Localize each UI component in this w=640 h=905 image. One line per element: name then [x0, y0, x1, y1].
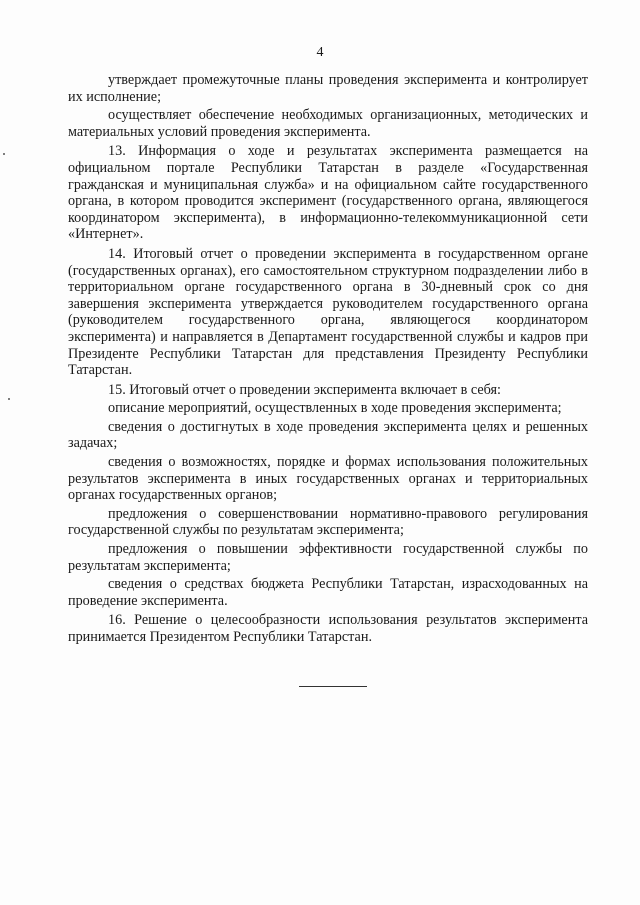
paragraph-15-report-contents: 15. Итоговый отчет о проведении эксперимента включает в себя:	[108, 381, 501, 398]
list-item-regulation-proposals: предложения о совершенствовании нормативно-правового регулирования государственной службы по результатам эксперимента;	[68, 505, 588, 539]
scan-speck	[3, 153, 5, 155]
list-item-budget: сведения о средствах бюджета Республики Татарстан, израсходованных на проведение эксперимента.	[68, 576, 588, 609]
document-body	[68, 72, 588, 646]
list-item-goals: сведения о достигнутых в ходе проведения эксперимента целях и решенных задачах;	[68, 418, 588, 452]
paragraph-13-publication: 13. Информация о ходе и результатах эксперимента размещается на официальном портале Республики Татарстан в разделе «Государственная гражданская и муниципальная служба» и на официальном сайте государственного органа, в котором проводится эксперимент (государственного органа, являющегося координатором эксперимента), в информационно-телекоммуникационной сети «Интернет».	[68, 143, 588, 243]
list-item-efficiency-proposals: предложения о повышении эффективности государственной службы по результатам эксперимента;	[68, 541, 588, 574]
list-item-activities: описание мероприятий, осуществленных в ходе проведения эксперимента;	[108, 400, 562, 417]
scan-speck	[8, 398, 10, 400]
paragraph-16-decision: 16. Решение о целесообразности использования результатов эксперимента принимается Президентом Республики Татарстан.	[68, 612, 588, 645]
paragraph-provide-conditions: осуществляет обеспечение необходимых организационных, методических и материальных условий проведения эксперимента.	[68, 107, 588, 140]
end-of-document-divider	[299, 686, 367, 687]
paragraph-approve-plans: утверждает промежуточные планы проведения эксперимента и контролирует их исполнение;	[68, 72, 588, 105]
page-number: 4	[316, 45, 324, 60]
paragraph-14-final-report: 14. Итоговый отчет о проведении эксперимента в государственном органе (государственных органах), его самостоятельном структурном подразделении либо в территориальном органе государственного органа в 30-дневный срок со дня завершения эксперимента утверждается руководителем государственного органа (руководителем государственного органа, являющегося координатором эксперимента) и направляется в Департамент государственной службы и кадров при Президенте Республики Татарстан для представления Президенту Республики Татарстан.	[68, 245, 588, 379]
list-item-possibilities: сведения о возможностях, порядке и формах использования положительных результатов эксперимента в иных государственных органах и территориальных органах государственных органов;	[68, 454, 588, 504]
